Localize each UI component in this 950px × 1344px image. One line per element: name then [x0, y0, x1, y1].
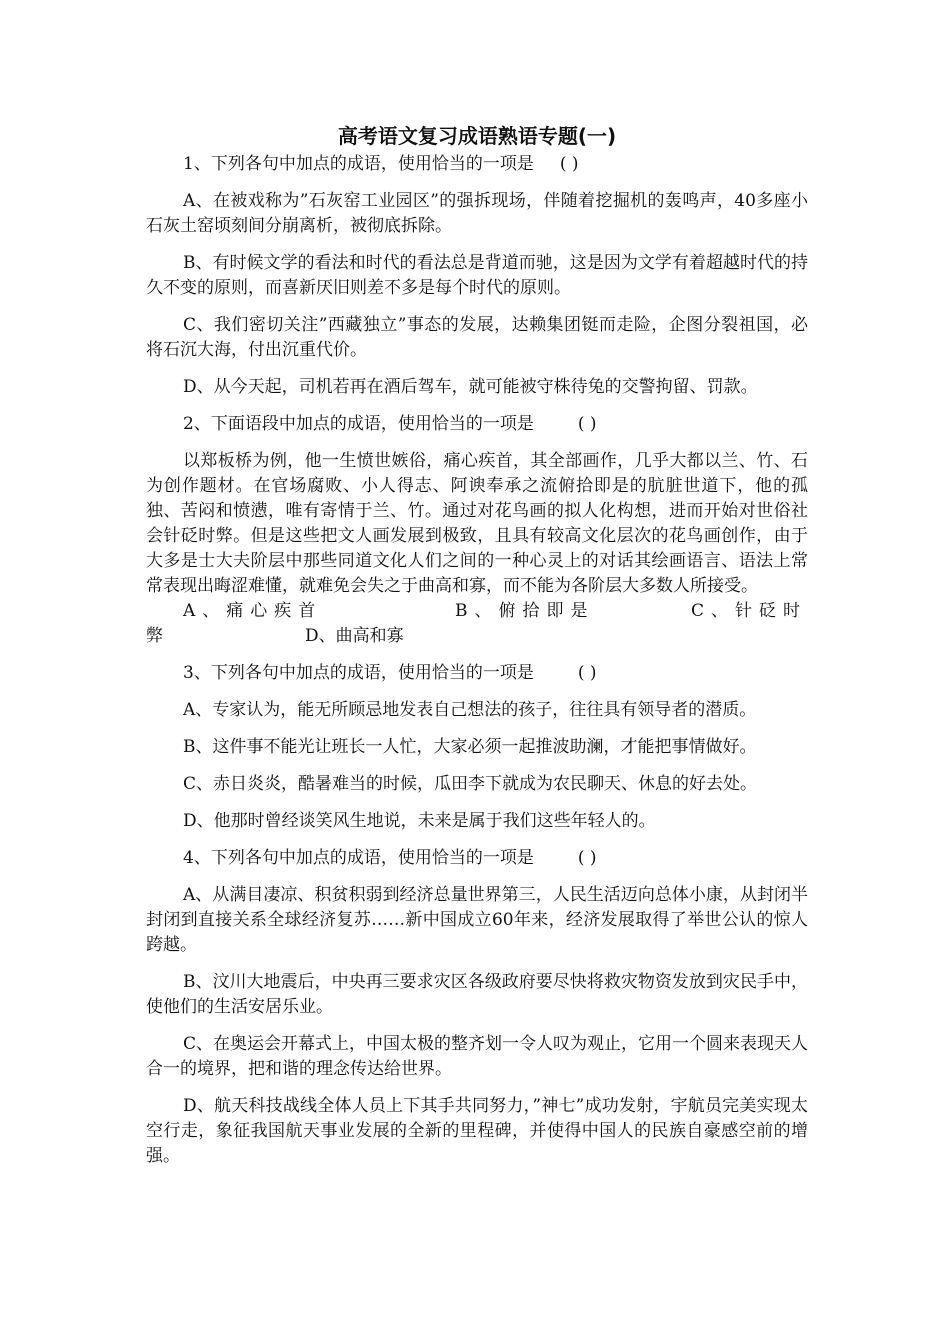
question-2-options-continued: [146, 624, 808, 649]
question-3-answer-bracket: ( ): [577, 663, 597, 683]
question-4-option-d: D、航天科技战线全体人员上下其手共同努力，”神七”成功发射，宇航员完美实现太空行走，象征我国航天事业发展的全新的里程碑，并使得中国人的民族自豪感空前的增强。: [146, 1096, 808, 1166]
question-3-option-d: D、他那时曾经谈笑风生地说，未来是属于我们这些年轻人的。: [183, 811, 656, 831]
question-3-option-c: C、赤日炎炎，酷暑难当的时候，瓜田李下就成为农民聊天、休息的好去处。: [183, 774, 758, 794]
question-2-passage: 以郑板桥为例，他一生愤世嫉俗，痛心疾首，其全部画作，几乎大都以兰、竹、石为创作题材。在官场腐败、小人得志、阿谀奉承之流俯拾即是的肮脏世道下，他的孤独、苦闷和愤懑，唯有寄情于兰、竹。通过对花鸟画的拟人化构想，进而开始对世俗社会针砭时弊。但是这些把文人画发展到极致，且具有较高文化层次的花鸟画创作，由于大多是士大夫阶层中那些同道文化人们之间的一种心灵上的对话其绘画语言、语法上常常表现出晦涩难懂，就难免会失之于曲高和寡，而不能为各阶层大多数人所接受。: [146, 451, 808, 596]
question-3-stem-text: 3、下列各句中加点的成语，使用恰当的一项是: [183, 663, 534, 683]
question-4: [146, 846, 808, 1169]
question-1-stem: [146, 152, 808, 177]
question-1-option-d: D、从今天起，司机若再在酒后驾车，就可能被守株待兔的交警拘留、罚款。: [183, 377, 758, 397]
question-3: [146, 661, 808, 834]
question-2-option-d: D、曲高和寡: [305, 626, 404, 646]
question-3-option-b: B、这件事不能光让班长一人忙，大家必须一起推波助澜，才能把事情做好。: [183, 737, 757, 757]
question-1-option-b: B、有时候文学的看法和时代的看法总是背道而驰，这是因为文学有着超越时代的持久不变的原则，而喜新厌旧则差不多是每个时代的原则。: [146, 253, 808, 298]
question-2-stem-text: 2、下面语段中加点的成语，使用恰当的一项是: [183, 414, 534, 434]
question-3-stem: [146, 661, 808, 686]
question-1-option-a: A、在被戏称为”石灰窑工业园区”的强拆现场，伴随着挖掘机的轰鸣声，40多座小石灰土窑顷刻间分崩离析，被彻底拆除。: [146, 191, 808, 236]
question-1: [146, 152, 808, 400]
question-2-answer-bracket: ( ): [577, 414, 597, 434]
question-1-option-c: C、我们密切关注”西藏独立”事态的发展，达赖集团铤而走险，企图分裂祖国，必将石沉大海，付出沉重代价。: [146, 315, 808, 360]
question-4-stem: [146, 846, 808, 871]
question-4-option-a: A、从满目凄凉、积贫积弱到经济总量世界第三，人民生活迈向总体小康，从封闭半封闭到直接关系全球经济复苏……新中国成立60年来，经济发展取得了举世公认的惊人跨越。: [146, 885, 808, 955]
question-2-option-b: B、俯拾即是: [455, 601, 595, 621]
question-2-option-c-tail: 弊: [146, 626, 163, 646]
document-title: 高考语文复习成语熟语专题(一): [337, 124, 617, 148]
question-2-options: [146, 599, 808, 624]
document-body: [146, 120, 808, 1169]
question-1-stem-text: 1、下列各句中加点的成语，使用恰当的一项是: [183, 154, 534, 174]
question-2-option-a: A、痛心疾首: [183, 601, 323, 621]
question-3-option-a: A、专家认为，能无所顾忌地发表自己想法的孩子，往往具有领导者的潜质。: [183, 700, 757, 720]
question-1-answer-bracket: ( ): [559, 154, 579, 174]
question-2-option-c: C、针砭时: [691, 601, 808, 621]
question-4-stem-text: 4、下列各句中加点的成语，使用恰当的一项是: [183, 848, 534, 868]
question-2: [146, 412, 808, 649]
question-4-answer-bracket: ( ): [577, 848, 597, 868]
question-4-option-c: C、在奥运会开幕式上，中国太极的整齐划一令人叹为观止，它用一个圆来表现天人合一的境界，把和谐的理念传达给世界。: [146, 1034, 809, 1079]
question-4-option-b: B、汶川大地震后，中央再三要求灾区各级政府要尽快将救灾物资发放到灾民手中，使他们的生活安居乐业。: [146, 972, 808, 1017]
question-2-stem: [146, 412, 808, 437]
